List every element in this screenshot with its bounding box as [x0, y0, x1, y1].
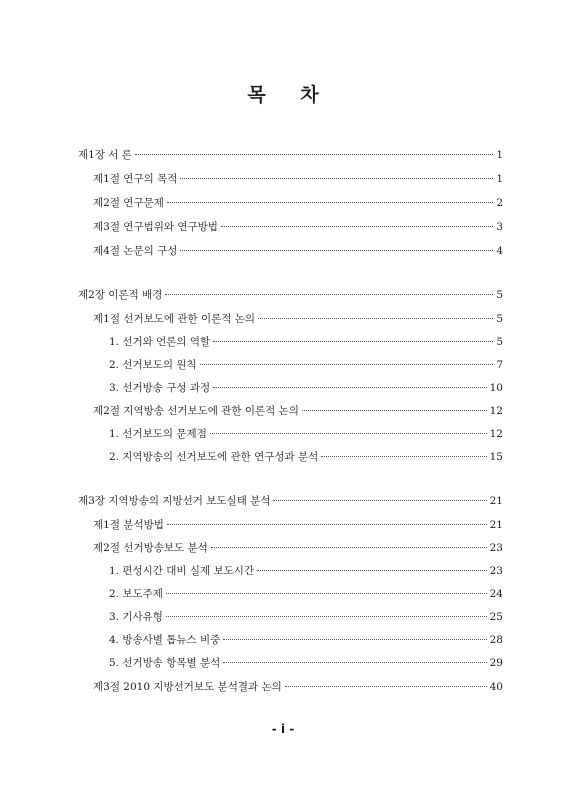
- toc-entry-page: 12: [489, 428, 503, 440]
- toc-entry: [78, 195, 503, 211]
- toc-entry-label: 제2절 지역방송 선거보도에 관한 이론적 논의: [93, 405, 299, 417]
- toc-entry: [78, 357, 503, 373]
- toc-entry-label: 제1절 선거보도에 관한 이론적 논의: [93, 313, 256, 325]
- dot-leader: [210, 433, 487, 434]
- dot-leader: [221, 226, 493, 227]
- toc-entry-page: 15: [489, 451, 503, 463]
- toc-entry-label: 2. 보도주제: [109, 588, 163, 600]
- dot-leader: [165, 294, 493, 295]
- dot-leader: [166, 593, 487, 594]
- toc-entry-label: 1. 선거보도의 문제점: [109, 428, 207, 440]
- toc-entry-page: 23: [489, 565, 503, 577]
- dot-leader: [273, 500, 486, 501]
- toc-entry: [78, 586, 503, 602]
- toc-entry-label: 4. 방송사별 톱뉴스 비중: [109, 634, 221, 646]
- page-title: 목 차: [247, 84, 333, 106]
- toc-entry: [78, 679, 503, 695]
- dot-leader: [213, 341, 493, 342]
- toc-entry-label: 2. 선거보도의 원칙: [109, 359, 197, 371]
- dot-leader: [211, 547, 487, 548]
- toc-entry: [78, 171, 503, 187]
- toc-entry-page: 25: [489, 611, 503, 623]
- toc-entry-page: 21: [489, 519, 503, 531]
- dot-leader: [258, 318, 493, 319]
- toc-entry: [78, 563, 503, 579]
- toc-entry-page: 12: [489, 405, 503, 417]
- dot-leader: [302, 410, 487, 411]
- toc-entry-page: 2: [496, 197, 503, 209]
- toc-entry: [78, 426, 503, 442]
- toc-entry-page: 24: [489, 588, 503, 600]
- toc-entry-page: 5: [496, 336, 503, 348]
- toc-entry: [78, 219, 503, 235]
- dot-leader: [223, 662, 486, 663]
- toc-entry-label: 제2장 이론적 배경: [78, 289, 163, 301]
- toc-entry-label: 1. 선거와 언론의 역할: [109, 336, 211, 348]
- toc-entry-label: 1. 편성시간 대비 실제 보도시간: [109, 565, 255, 577]
- dot-leader: [285, 686, 487, 687]
- toc-entry: [78, 147, 503, 163]
- toc-entry-label: 5. 선거방송 항목별 분석: [109, 657, 221, 669]
- toc-entry-page: 28: [489, 634, 503, 646]
- toc-entry-label: 제1절 분석방법: [93, 519, 164, 531]
- toc-entry: [78, 243, 503, 259]
- toc-entry-label: 제1절 연구의 목적: [93, 173, 178, 185]
- toc-entry-label: 2. 지역방송의 선거보도에 관한 연구성과 분석: [109, 451, 319, 463]
- dot-leader: [321, 456, 486, 457]
- dot-leader: [200, 364, 494, 365]
- toc-entry-page: 3: [496, 221, 503, 233]
- toc-entry: [78, 632, 503, 648]
- toc-entry: [78, 655, 503, 671]
- toc-entry-page: 23: [489, 542, 503, 554]
- toc-entry-label: 제3절 2010 지방선거보도 분석결과 논의: [93, 681, 282, 693]
- toc-entry-label: 제2절 연구문제: [93, 197, 164, 209]
- toc-entry: [78, 517, 503, 533]
- dot-leader: [180, 178, 493, 179]
- toc-entry-page: 4: [496, 245, 503, 257]
- toc-entry: [78, 493, 503, 509]
- toc-entry-page: 40: [489, 681, 503, 693]
- toc-entry-label: 제4절 논문의 구성: [93, 245, 178, 257]
- toc-entry: [78, 334, 503, 350]
- toc-entry-page: 29: [489, 657, 503, 669]
- toc-entry-label: 제2절 선거방송보도 분석: [93, 542, 208, 554]
- toc-entry-label: 3. 기사유형: [109, 611, 163, 623]
- toc-entry: [78, 311, 503, 327]
- toc-entry-page: 1: [496, 173, 503, 185]
- toc-entry-label: 제1장 서 론: [78, 149, 132, 161]
- dot-leader: [166, 616, 487, 617]
- toc-entry-page: 1: [496, 149, 503, 161]
- dot-leader: [257, 570, 487, 571]
- page-number: - i -: [271, 722, 295, 736]
- toc-entry: [78, 380, 503, 396]
- dot-leader: [135, 154, 493, 155]
- toc-entry-page: 10: [489, 382, 503, 394]
- toc-entry-page: 21: [489, 495, 503, 507]
- toc-entry: [78, 449, 503, 465]
- dot-leader: [223, 639, 486, 640]
- toc-entry-page: 5: [496, 313, 503, 325]
- toc-entry-label: 3. 선거방송 구성 과정: [109, 382, 211, 394]
- toc-entry: [78, 403, 503, 419]
- toc-entry: [78, 540, 503, 556]
- dot-leader: [180, 250, 493, 251]
- toc-entry-page: 7: [496, 359, 503, 371]
- dot-leader: [167, 202, 493, 203]
- toc-entry: [78, 287, 503, 303]
- toc-entry: [78, 609, 503, 625]
- dot-leader: [167, 524, 487, 525]
- toc-entry-label: 제3절 연구범위와 연구방법: [93, 221, 218, 233]
- toc-entry-label: 제3장 지역방송의 지방선거 보도실태 분석: [78, 495, 271, 507]
- dot-leader: [213, 387, 486, 388]
- toc-entry-page: 5: [496, 289, 503, 301]
